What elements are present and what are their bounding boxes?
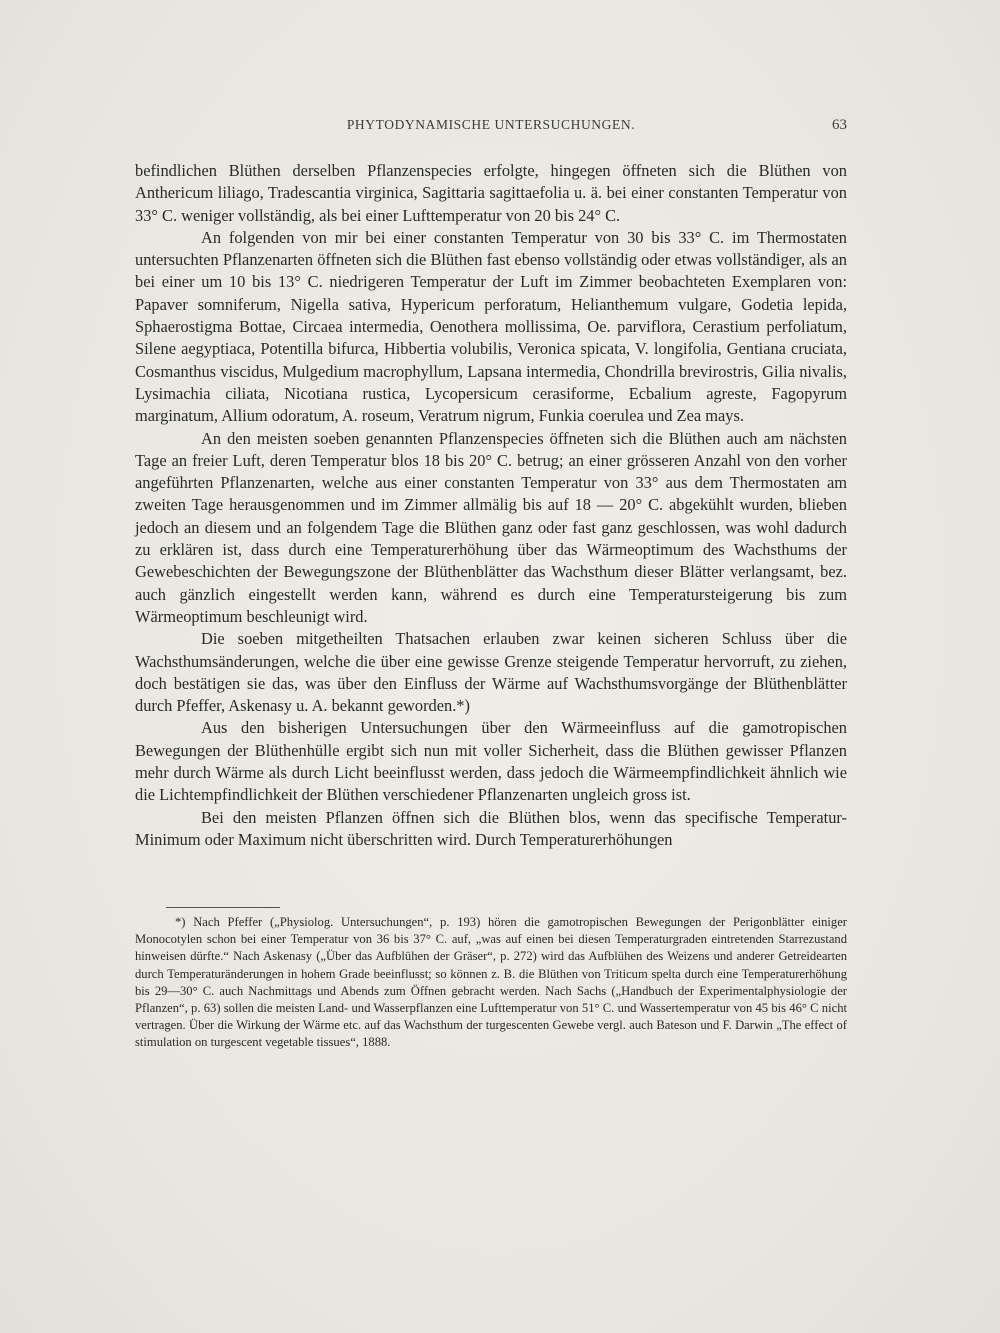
paragraph: An folgenden von mir bei einer constanten Temperatur von 30 bis 33° C. im Thermostaten untersuchten Pflanzenarten öffneten sich die Blüthen fast ebenso vollständig oder etwas vollständiger, als an bei einer um 10 bis 13° C. niedrigeren Temperatur der Luft im Zimmer beobachteten Exemplaren von: Papaver somniferum, Nigella sativa, Hypericum perforatum, Helianthemum vulgare, Godetia lepida, Sphaerostigma Bottae, Circaea intermedia, Oenothera mollissima, Oe. parviflora, Cerastium perfoliatum, Silene aegyptiaca, Potentilla bifurca, Hibbertia volubilis, Veronica spicata, V. longifolia, Gentiana cruciata, Cosmanthus viscidus, Mulgedium macrophyllum, Lapsana intermedia, Chondrilla brevirostris, Gilia nivalis, Lysimachia ciliata, Nicotiana rustica, Lycopersicum cerasiforme, Ecbalium agreste, Fagopyrum marginatum, Allium odoratum, A. roseum, Veratrum nigrum, Funkia coerulea und Zea mays. — [135, 227, 847, 426]
paragraph: Bei den meisten Pflanzen öffnen sich die Blüthen blos, wenn das specifische Temperatur-Minimum oder Maximum nicht überschritten wird. Durch Temperaturerhöhungen — [135, 807, 847, 849]
footnote-rule — [166, 907, 280, 908]
paragraph: Die soeben mitgetheilten Thatsachen erlauben zwar keinen sicheren Schluss über die Wachsthumsänderungen, welche die über eine gewisse Grenze steigende Temperatur hervorruft, zu ziehen, doch bestätigen sie das, was über den Einfluss der Wärme auf Wachsthumsvorgänge der Blüthenblätter durch Pfeffer, Askenasy u. A. bekannt geworden.*) — [135, 629, 847, 716]
running-title: PHYTODYNAMISCHE UNTERSUCHUNGEN. — [346, 117, 636, 132]
paragraph: Aus den bisherigen Untersuchungen über den Wärmeeinfluss auf die gamotropischen Bewegungen der Blüthenhülle ergibt sich nun mit voller Sicherheit, dass die Blüthen gewisser Pflanzen mehr durch Wärme als durch Licht beeinflusst werden, dass jedoch die Wärmeempfindlichkeit ähnlich wie die Lichtempfindlichkeit der Blüthen verschiedener Pflanzenarten ungleich gross ist. — [135, 718, 847, 805]
footnote-text: *) Nach Pfeffer („Physiolog. Untersuchungen“, p. 193) hören die gamotropischen Bewegungen der Perigonblätter einiger Monocotylen schon bei einer Temperatur von 36 bis 37° C. auf, „was auf einen bei diesen Temperaturgraden eintretenden Starrezustand hinweisen dürfte.“ Nach Askenasy („Über das Aufblühen der Gräser“, p. 272) wird das Aufblühen des Weizens und anderer Getreidearten durch Temperaturänderungen in hohem Grade beeinflusst; so können z. B. die Blüthen von Triticum spelta durch eine Temperaturerhöhung bis 29—30° C. auch Nachmittags und Abends zum Öffnen gebracht werden. Nach Sachs („Handbuch der Experimentalphysiologie der Pflanzen“, p. 63) sollen die meisten Land- und Wasserpflanzen eine Lufttemperatur von 51° C. und Wassertemperatur von 45 bis 46° C nicht vertragen. Über die Wirkung der Wärme etc. auf das Wachsthum der turgescenten Gewebe vergl. auch Bateson und F. Darwin „The effect of stimulation on turgescent vegetable tissues“, 1888. — [135, 915, 847, 1050]
footnote — [135, 914, 847, 1052]
paragraph-continuation: befindlichen Blüthen derselben Pflanzenspecies erfolgte, hingegen öffneten sich die Blüthen von Anthericum liliago, Tradescantia virginica, Sagittaria sagittaefolia u. ä. bei einer constanten Temperatur von 33° C. weniger vollständig, als bei einer Lufttemperatur von 20 bis 24° C. — [135, 161, 847, 225]
paragraph: An den meisten soeben genannten Pflanzenspecies öffneten sich die Blüthen auch am nächsten Tage an freier Luft, deren Temperatur blos 18 bis 20° C. betrug; an einer grösseren Anzahl von den vorher angeführten Pflanzenarten, welche aus einer constanten Temperatur von 33° aus dem Thermostaten am zweiten Tage herausgenommen und im Zimmer allmälig bis auf 18 — 20° C. abgekühlt wurden, blieben jedoch an diesem und an folgendem Tage die Blüthen ganz oder fast ganz geschlossen, was wohl dadurch zu erklären ist, dass durch eine Temperaturerhöhung über das Wärmeoptimum des Wachsthums der Gewebeschichten der Bewegungszone der Blüthenblätter das Wachsthum dieser Blätter verlangsamt, bez. auch gänzlich eingestellt werden kann, während es durch eine Temperatursteigerung bis zum Wärmeoptimum beschleunigt wird. — [135, 428, 847, 626]
running-head — [135, 117, 847, 137]
page-number: 63 — [832, 117, 847, 133]
body-text — [135, 160, 847, 851]
